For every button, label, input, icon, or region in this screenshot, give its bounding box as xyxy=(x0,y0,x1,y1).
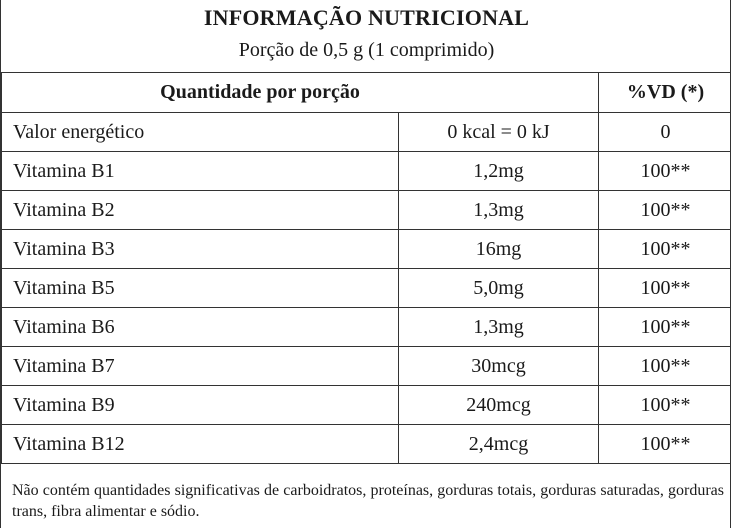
nutrient-vd: 100** xyxy=(599,425,731,464)
header-quantity: Quantidade por porção xyxy=(2,73,599,113)
nutrient-amount: 5,0mg xyxy=(399,269,599,308)
nutrient-name: Valor energético xyxy=(2,113,399,152)
label-title: INFORMAÇÃO NUTRICIONAL xyxy=(203,5,530,30)
nutrient-amount: 240mcg xyxy=(399,386,599,425)
nutrient-amount: 1,2mg xyxy=(399,152,599,191)
nutrient-amount: 16mg xyxy=(399,230,599,269)
nutrient-name: Vitamina B5 xyxy=(2,269,399,308)
nutrient-amount: 0 kcal = 0 kJ xyxy=(399,113,599,152)
nutrition-table xyxy=(1,72,731,464)
table-row xyxy=(2,113,731,152)
table-row xyxy=(2,425,731,464)
nutrient-name: Vitamina B2 xyxy=(2,191,399,230)
nutrient-name: Vitamina B12 xyxy=(2,425,399,464)
table-row xyxy=(2,347,731,386)
nutrient-vd: 100** xyxy=(599,308,731,347)
table-row xyxy=(2,230,731,269)
table-body xyxy=(2,113,731,464)
footnote: Não contém quantidades significativas de carboidratos, proteínas, gorduras totais, gorduras saturadas, gorduras trans, fibra alimentar e sódio. xyxy=(12,482,724,520)
table-row xyxy=(2,191,731,230)
serving-size: Porção de 0,5 g (1 comprimido) xyxy=(238,39,495,61)
nutrient-name: Vitamina B6 xyxy=(2,308,399,347)
nutrient-amount: 1,3mg xyxy=(399,191,599,230)
nutrient-amount: 30mcg xyxy=(399,347,599,386)
nutrient-vd: 100** xyxy=(599,269,731,308)
nutrient-vd: 100** xyxy=(599,386,731,425)
table-row xyxy=(2,386,731,425)
nutrient-amount: 2,4mcg xyxy=(399,425,599,464)
table-row xyxy=(2,152,731,191)
table-row xyxy=(2,269,731,308)
nutrient-name: Vitamina B7 xyxy=(2,347,399,386)
header-vd: %VD (*) xyxy=(599,73,731,113)
nutrient-vd: 100** xyxy=(599,191,731,230)
nutrient-vd: 0 xyxy=(599,113,731,152)
table-header-row xyxy=(2,73,731,113)
nutrient-name: Vitamina B3 xyxy=(2,230,399,269)
nutrient-name: Vitamina B1 xyxy=(2,152,399,191)
nutrient-amount: 1,3mg xyxy=(399,308,599,347)
table-row xyxy=(2,308,731,347)
nutrient-vd: 100** xyxy=(599,347,731,386)
nutrient-vd: 100** xyxy=(599,152,731,191)
nutrient-name: Vitamina B9 xyxy=(2,386,399,425)
nutrient-vd: 100** xyxy=(599,230,731,269)
